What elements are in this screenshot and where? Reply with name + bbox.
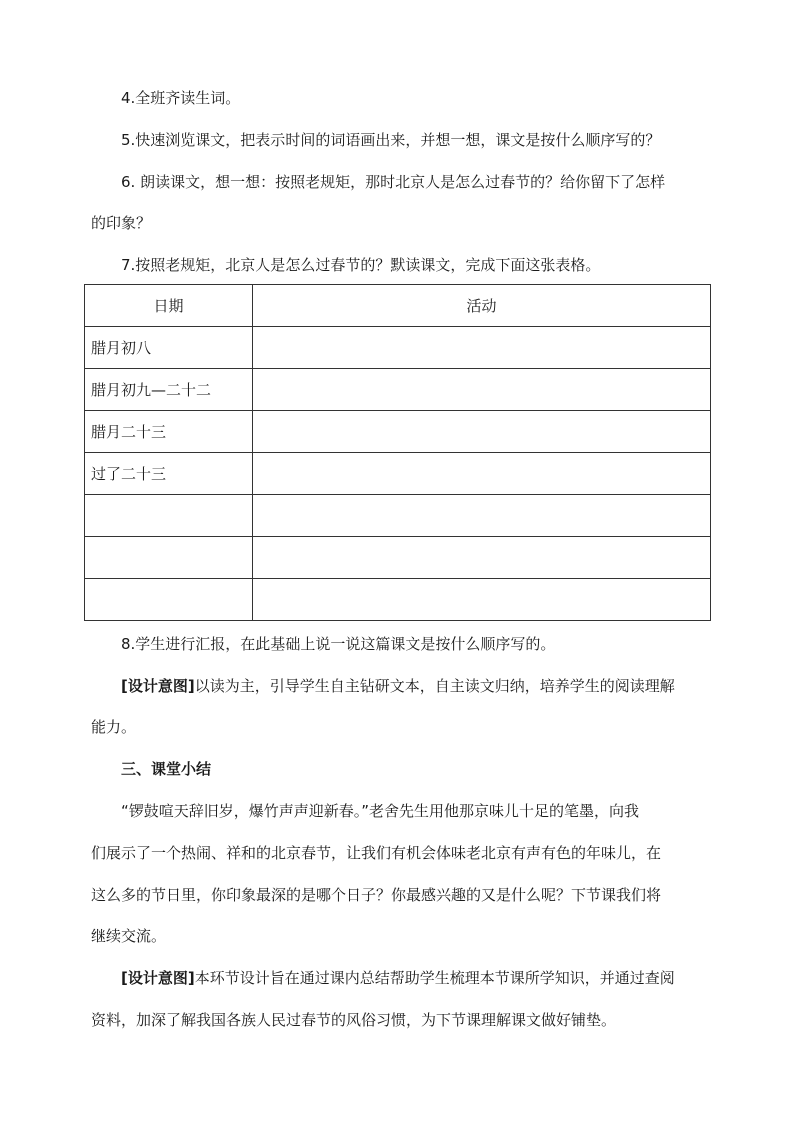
design-intent-text: 以读为主，引导学生自主钻研文本，自主读文归纳，培养学生的阅读理解 [194,677,675,695]
summary-line-3: 这么多的节日里，你印象最深的是哪个日子？你最感兴趣的又是什么呢？下节课我们将 [91,886,662,904]
cell-date [85,579,253,621]
cell-date [85,495,253,537]
summary-line-2: 们展示了一个热闹、祥和的北京春节，让我们有机会体味老北京有声有色的年味儿，在 [91,844,662,862]
design-intent-1-line-2: 能力。 [91,718,137,736]
step-6-line-2: 的印象？ [91,214,152,232]
summary-line-4: 继续交流。 [91,927,167,945]
summary-line-1: “锣鼓喧天辞旧岁，爆竹声声迎新春。”老舍先生用他那京味儿十足的笔墨，向我 [121,802,640,820]
table-row [85,579,711,621]
step-4: 4.全班齐读生词。 [121,89,241,107]
design-intent-text: 本环节设计旨在通过课内总结帮助学生梳理本节课所学知识，并通过查阅 [194,969,675,987]
cell-activity [253,369,711,411]
table-header-row [85,285,711,327]
schedule-table [84,284,711,621]
table-row [85,327,711,369]
cell-activity [253,453,711,495]
table-row [85,411,711,453]
table-row [85,453,711,495]
section-title: 三、课堂小结 [121,760,212,778]
header-date: 日期 [85,285,253,327]
cell-activity [253,537,711,579]
step-8: 8.学生进行汇报，在此基础上说一说这篇课文是按什么顺序写的。 [121,635,556,653]
step-5: 5.快速浏览课文，把表示时间的词语画出来，并想一想，课文是按什么顺序写的？ [121,131,661,149]
cell-activity [253,495,711,537]
cell-date: 腊月初九—二十二 [85,369,253,411]
cell-date [85,537,253,579]
step-6-line-1: 6. 朗读课文，想一想：按照老规矩，那时北京人是怎么过春节的？给你留下了怎样 [121,173,666,191]
design-intent-2-line-2: 资料，加深了解我国各族人民过春节的风俗习惯，为下节课理解课文做好铺垫。 [91,1011,617,1029]
cell-activity [253,411,711,453]
design-intent-2-line-1 [121,968,741,988]
design-intent-tag: [设计意图] [121,677,195,695]
table-row [85,537,711,579]
table-row [85,495,711,537]
design-intent-1-line-1 [121,676,741,696]
step-7: 7.按照老规矩，北京人是怎么过春节的？默读课文，完成下面这张表格。 [121,256,601,274]
cell-activity [253,327,711,369]
cell-activity [253,579,711,621]
cell-date: 腊月二十三 [85,411,253,453]
header-activity: 活动 [253,285,711,327]
cell-date: 腊月初八 [85,327,253,369]
design-intent-tag: [设计意图] [121,969,195,987]
table-row [85,369,711,411]
cell-date: 过了二十三 [85,453,253,495]
